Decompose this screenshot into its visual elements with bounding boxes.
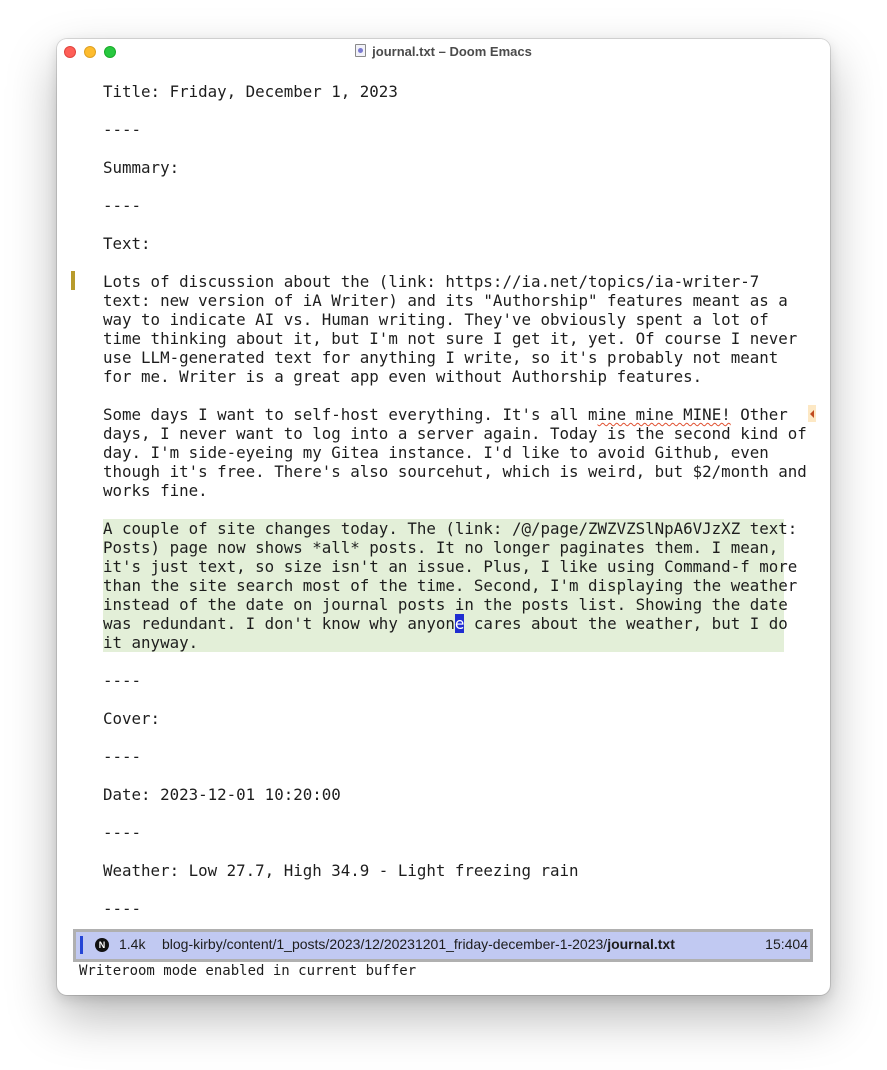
buffer-line[interactable]: Date: 2023-12-01 10:20:00 xyxy=(103,785,341,804)
buffer-line[interactable]: text: new version of iA Writer) and its "Authorship" features meant as a xyxy=(103,291,788,310)
mode-line[interactable] xyxy=(73,929,813,962)
buffer-line[interactable]: ---- xyxy=(103,196,142,215)
buffer-line[interactable]: Text: xyxy=(103,234,151,253)
window-title xyxy=(57,44,830,59)
emacs-window xyxy=(57,39,830,995)
buffer-line[interactable]: ---- xyxy=(103,120,142,139)
buffer-line[interactable]: ---- xyxy=(103,747,142,766)
buffer-line[interactable] xyxy=(103,842,807,861)
spell-error-word[interactable]: ine mine MINE! xyxy=(597,405,731,424)
buffer-line[interactable]: Posts) page now shows *all* posts. It no longer paginates them. I mean, xyxy=(103,538,779,557)
buffer-text: was redundant. I don't know why anyon xyxy=(103,614,455,633)
buffer-line[interactable] xyxy=(103,880,807,899)
buffer-line[interactable]: Cover: xyxy=(103,709,161,728)
mode-line-body xyxy=(76,932,810,959)
buffer-line[interactable] xyxy=(103,652,807,671)
buffer-line[interactable] xyxy=(103,386,807,405)
buffer-file-path[interactable] xyxy=(162,936,675,952)
buffer-line[interactable] xyxy=(103,139,807,158)
buffer-line[interactable] xyxy=(103,405,807,424)
buffer-line[interactable]: use LLM-generated text for anything I write, so it's probably not meant xyxy=(103,348,779,367)
buffer-line[interactable] xyxy=(103,728,807,747)
buffer-line[interactable] xyxy=(103,101,807,120)
buffer-line[interactable]: Lots of discussion about the (link: https://ia.net/topics/ia-writer-7 xyxy=(103,272,760,291)
echo-area-message: Writeroom mode enabled in current buffer xyxy=(79,963,417,979)
cursor-position: 15:404 xyxy=(765,936,808,952)
current-paragraph-highlight xyxy=(103,519,798,652)
buffer-line[interactable]: A couple of site changes today. The (link: /@/page/ZWZVZSlNpA6VJzXZ text: xyxy=(103,519,798,538)
buffer-line[interactable]: ---- xyxy=(103,671,142,690)
buffer-line[interactable]: Summary: xyxy=(103,158,180,177)
buffer-line[interactable]: Weather: Low 27.7, High 34.9 - Light freezing rain xyxy=(103,861,579,880)
normal-state-icon: N xyxy=(95,938,109,952)
buffer-line[interactable]: days, I never want to log into a server again. Today is the second kind of xyxy=(103,424,807,443)
fringe-overflow-arrow-icon xyxy=(808,405,816,422)
buffer-line[interactable] xyxy=(103,253,807,272)
title-bar[interactable] xyxy=(57,39,830,65)
buffer-line[interactable] xyxy=(103,500,807,519)
file-name: journal.txt xyxy=(607,936,675,952)
buffer-line[interactable]: instead of the date on journal posts in the posts list. Showing the date xyxy=(103,595,788,614)
buffer-line[interactable]: way to indicate AI vs. Human writing. They've obviously spent a lot of xyxy=(103,310,769,329)
buffer-text: cares about the weather, but I do xyxy=(464,614,788,633)
window-title-text: journal.txt – Doom Emacs xyxy=(372,44,532,59)
document-icon xyxy=(355,44,366,57)
buffer-line[interactable] xyxy=(103,766,807,785)
text-cursor: e xyxy=(454,614,465,633)
buffer-line[interactable]: ---- xyxy=(103,899,142,918)
buffer-line[interactable]: though it's free. There's also sourcehut, which is weird, but $2/month and xyxy=(103,462,807,481)
buffer-line[interactable] xyxy=(103,690,807,709)
buffer-line[interactable] xyxy=(103,177,807,196)
buffer-size: 1.4k xyxy=(119,936,146,952)
buffer-line[interactable]: for me. Writer is a great app even without Authorship features. xyxy=(103,367,703,386)
buffer-line[interactable]: Title: Friday, December 1, 2023 xyxy=(103,82,398,101)
buffer-text: Other xyxy=(730,405,788,424)
mode-line-active-indicator xyxy=(80,936,83,954)
buffer-line[interactable]: than the site search most of the time. Second, I'm displaying the weather xyxy=(103,576,798,595)
buffer-line[interactable] xyxy=(103,614,788,633)
buffer-line[interactable] xyxy=(103,215,807,234)
file-directory: blog-kirby/content/1_posts/2023/12/20231201_friday-december-1-2023/ xyxy=(162,936,608,952)
editor-buffer[interactable] xyxy=(103,82,807,918)
buffer-line[interactable] xyxy=(103,804,807,823)
buffer-line[interactable]: time thinking about it, but I'm not sure I get it, yet. Of course I never xyxy=(103,329,798,348)
buffer-line[interactable]: it anyway. xyxy=(103,633,199,652)
buffer-line[interactable]: it's just text, so size isn't an issue. Plus, I like using Command-f more xyxy=(103,557,798,576)
buffer-line[interactable]: works fine. xyxy=(103,481,208,500)
git-gutter-changed-marker xyxy=(71,271,75,290)
buffer-line[interactable]: ---- xyxy=(103,823,142,842)
buffer-text: Some days I want to self-host everything. It's all m xyxy=(103,405,598,424)
buffer-line[interactable]: day. I'm side-eyeing my Gitea instance. I'd like to avoid Github, even xyxy=(103,443,769,462)
